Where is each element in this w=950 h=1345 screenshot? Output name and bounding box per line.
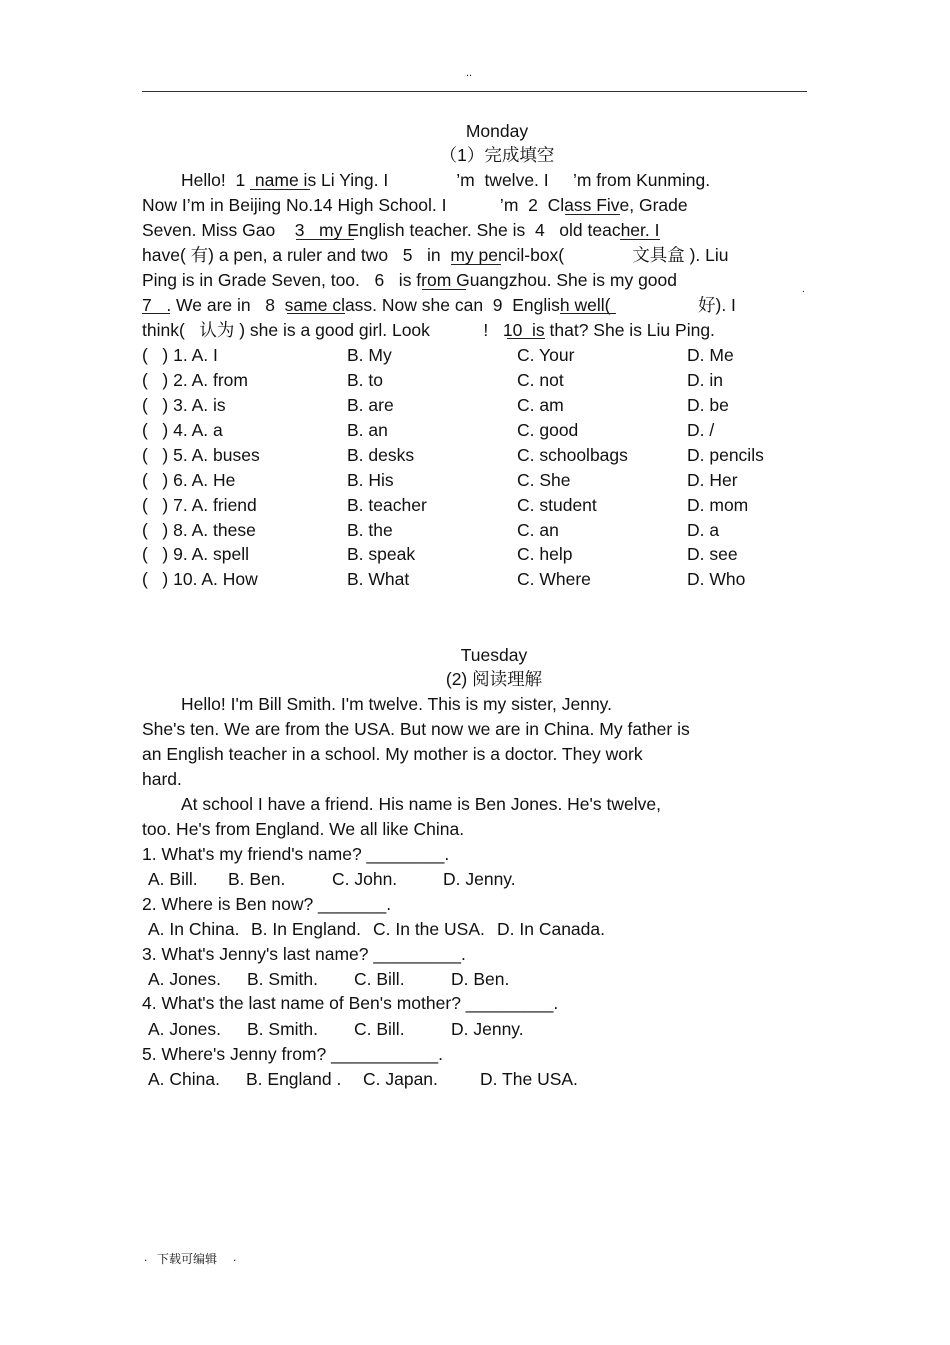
blank-underline <box>250 189 310 190</box>
passage-line: She's ten. We are from the USA. But now we are in China. My father is <box>142 719 690 739</box>
answer-option: B. Smith. <box>247 969 318 989</box>
option-d: D. Me <box>687 345 734 365</box>
passage-line: an English teacher in a school. My mother is a doctor. They work <box>142 744 643 764</box>
question-number: ( ) 9. A. spell <box>142 544 249 564</box>
option-c: C. She <box>517 470 571 490</box>
blank-underline <box>422 289 466 290</box>
option-c: C. help <box>517 544 573 564</box>
blank-underline <box>560 313 616 314</box>
header-dots: .. <box>466 67 473 79</box>
header-rule <box>142 91 807 92</box>
monday-section-title: （1）完成填空 <box>439 145 555 165</box>
question-number: ( ) 6. A. He <box>142 470 236 490</box>
answer-option: B. In England. <box>251 919 361 939</box>
answer-option: D. Ben. <box>451 969 510 989</box>
option-d: D. be <box>687 395 729 415</box>
side-dot: . <box>802 284 805 295</box>
reading-question: 2. Where is Ben now? _______. <box>142 894 392 914</box>
option-b: B. an <box>347 420 388 440</box>
question-number: ( ) 4. A. a <box>142 420 223 440</box>
blank-underline <box>287 313 345 314</box>
blank-underline <box>296 239 354 240</box>
blank-underline <box>507 338 545 339</box>
passage-line: hard. <box>142 769 182 789</box>
blank-underline <box>451 264 501 265</box>
reading-question: 3. What's Jenny's last name? _________. <box>142 944 466 964</box>
answer-option: B. England . <box>246 1069 342 1089</box>
passage-line: At school I have a friend. His name is Ben Jones. He's twelve, <box>181 794 661 814</box>
answer-option: D. The USA. <box>480 1069 578 1089</box>
option-b: B. speak <box>347 544 416 564</box>
cloze-line: Ping is in Grade Seven, too. 6 is from Guangzhou. She is my good <box>142 270 678 290</box>
answer-option: C. Japan. <box>363 1069 438 1089</box>
cloze-line: Hello! 1 name is Li Ying. I ’m twelve. I ’m from Kunming. <box>181 170 711 190</box>
option-d: D. Her <box>687 470 738 490</box>
answer-option: D. In Canada. <box>497 919 605 939</box>
tuesday-title: Tuesday <box>460 645 528 665</box>
option-c: C. not <box>517 370 564 390</box>
answer-option: A. Jones. <box>148 969 221 989</box>
reading-question: 4. What's the last name of Ben's mother? _________. <box>142 993 559 1013</box>
question-number: ( ) 8. A. these <box>142 520 256 540</box>
option-c: C. Your <box>517 345 575 365</box>
option-d: D. in <box>687 370 723 390</box>
cloze-line: think( 认为 ) she is a good girl. Look ! 10 is that? She is Liu Ping. <box>142 320 715 340</box>
option-b: B. teacher <box>347 495 427 515</box>
option-d: D. see <box>687 544 738 564</box>
option-b: B. What <box>347 569 410 589</box>
answer-option: D. Jenny. <box>451 1019 524 1039</box>
option-c: C. Where <box>517 569 591 589</box>
option-b: B. My <box>347 345 392 365</box>
tuesday-section-title: (2) 阅读理解 <box>445 669 543 689</box>
answer-option: C. In the USA. <box>373 919 485 939</box>
answer-option: B. Ben. <box>228 869 286 889</box>
blank-underline <box>565 214 620 215</box>
answer-option: A. In China. <box>148 919 240 939</box>
option-c: C. schoolbags <box>517 445 628 465</box>
question-number: ( ) 2. A. from <box>142 370 248 390</box>
option-b: B. to <box>347 370 383 390</box>
option-b: B. His <box>347 470 394 490</box>
option-b: B. are <box>347 395 394 415</box>
footer-text: 下载可编辑 <box>157 1252 218 1266</box>
option-c: C. am <box>517 395 564 415</box>
cloze-line: Now I’m in Beijing No.14 High School. I ’m 2 Class Five, Grade <box>142 195 688 215</box>
cloze-line: Seven. Miss Gao 3 my English teacher. She is 4 old teacher. I <box>142 220 660 240</box>
monday-title: Monday <box>465 121 529 141</box>
answer-option: B. Smith. <box>247 1019 318 1039</box>
footer-left-dot: . <box>144 1250 148 1264</box>
reading-question: 1. What's my friend's name? ________. <box>142 844 450 864</box>
option-d: D. Who <box>687 569 746 589</box>
question-number: ( ) 3. A. is <box>142 395 226 415</box>
footer-right-dot: . <box>233 1250 237 1264</box>
option-d: D. a <box>687 520 720 540</box>
option-c: C. an <box>517 520 559 540</box>
cloze-line: 7 . We are in 8 same class. Now she can 9 English well( 好). I <box>142 295 736 315</box>
question-number: ( ) 7. A. friend <box>142 495 257 515</box>
question-number: ( ) 10. A. How <box>142 569 258 589</box>
passage-line: too. He's from England. We all like China. <box>142 819 465 839</box>
answer-option: A. Bill. <box>148 869 198 889</box>
option-b: B. the <box>347 520 393 540</box>
passage-line: Hello! I'm Bill Smith. I'm twelve. This is my sister, Jenny. <box>181 694 612 714</box>
option-c: C. student <box>517 495 597 515</box>
reading-question: 5. Where's Jenny from? ___________. <box>142 1044 444 1064</box>
question-number: ( ) 1. A. I <box>142 345 218 365</box>
cloze-line: have( 有) a pen, a ruler and two 5 in my pencil-box( 文具盒 ). Liu <box>142 245 729 265</box>
option-d: D. mom <box>687 495 749 515</box>
option-d: D. / <box>687 420 715 440</box>
answer-option: A. Jones. <box>148 1019 221 1039</box>
answer-option: A. China. <box>148 1069 220 1089</box>
blank-underline <box>620 239 660 240</box>
option-d: D. pencils <box>687 445 764 465</box>
option-b: B. desks <box>347 445 415 465</box>
option-c: C. good <box>517 420 579 440</box>
answer-option: C. Bill. <box>354 969 405 989</box>
answer-option: C. John. <box>332 869 398 889</box>
blank-underline <box>142 313 170 314</box>
answer-option: D. Jenny. <box>443 869 516 889</box>
question-number: ( ) 5. A. buses <box>142 445 260 465</box>
answer-option: C. Bill. <box>354 1019 405 1039</box>
